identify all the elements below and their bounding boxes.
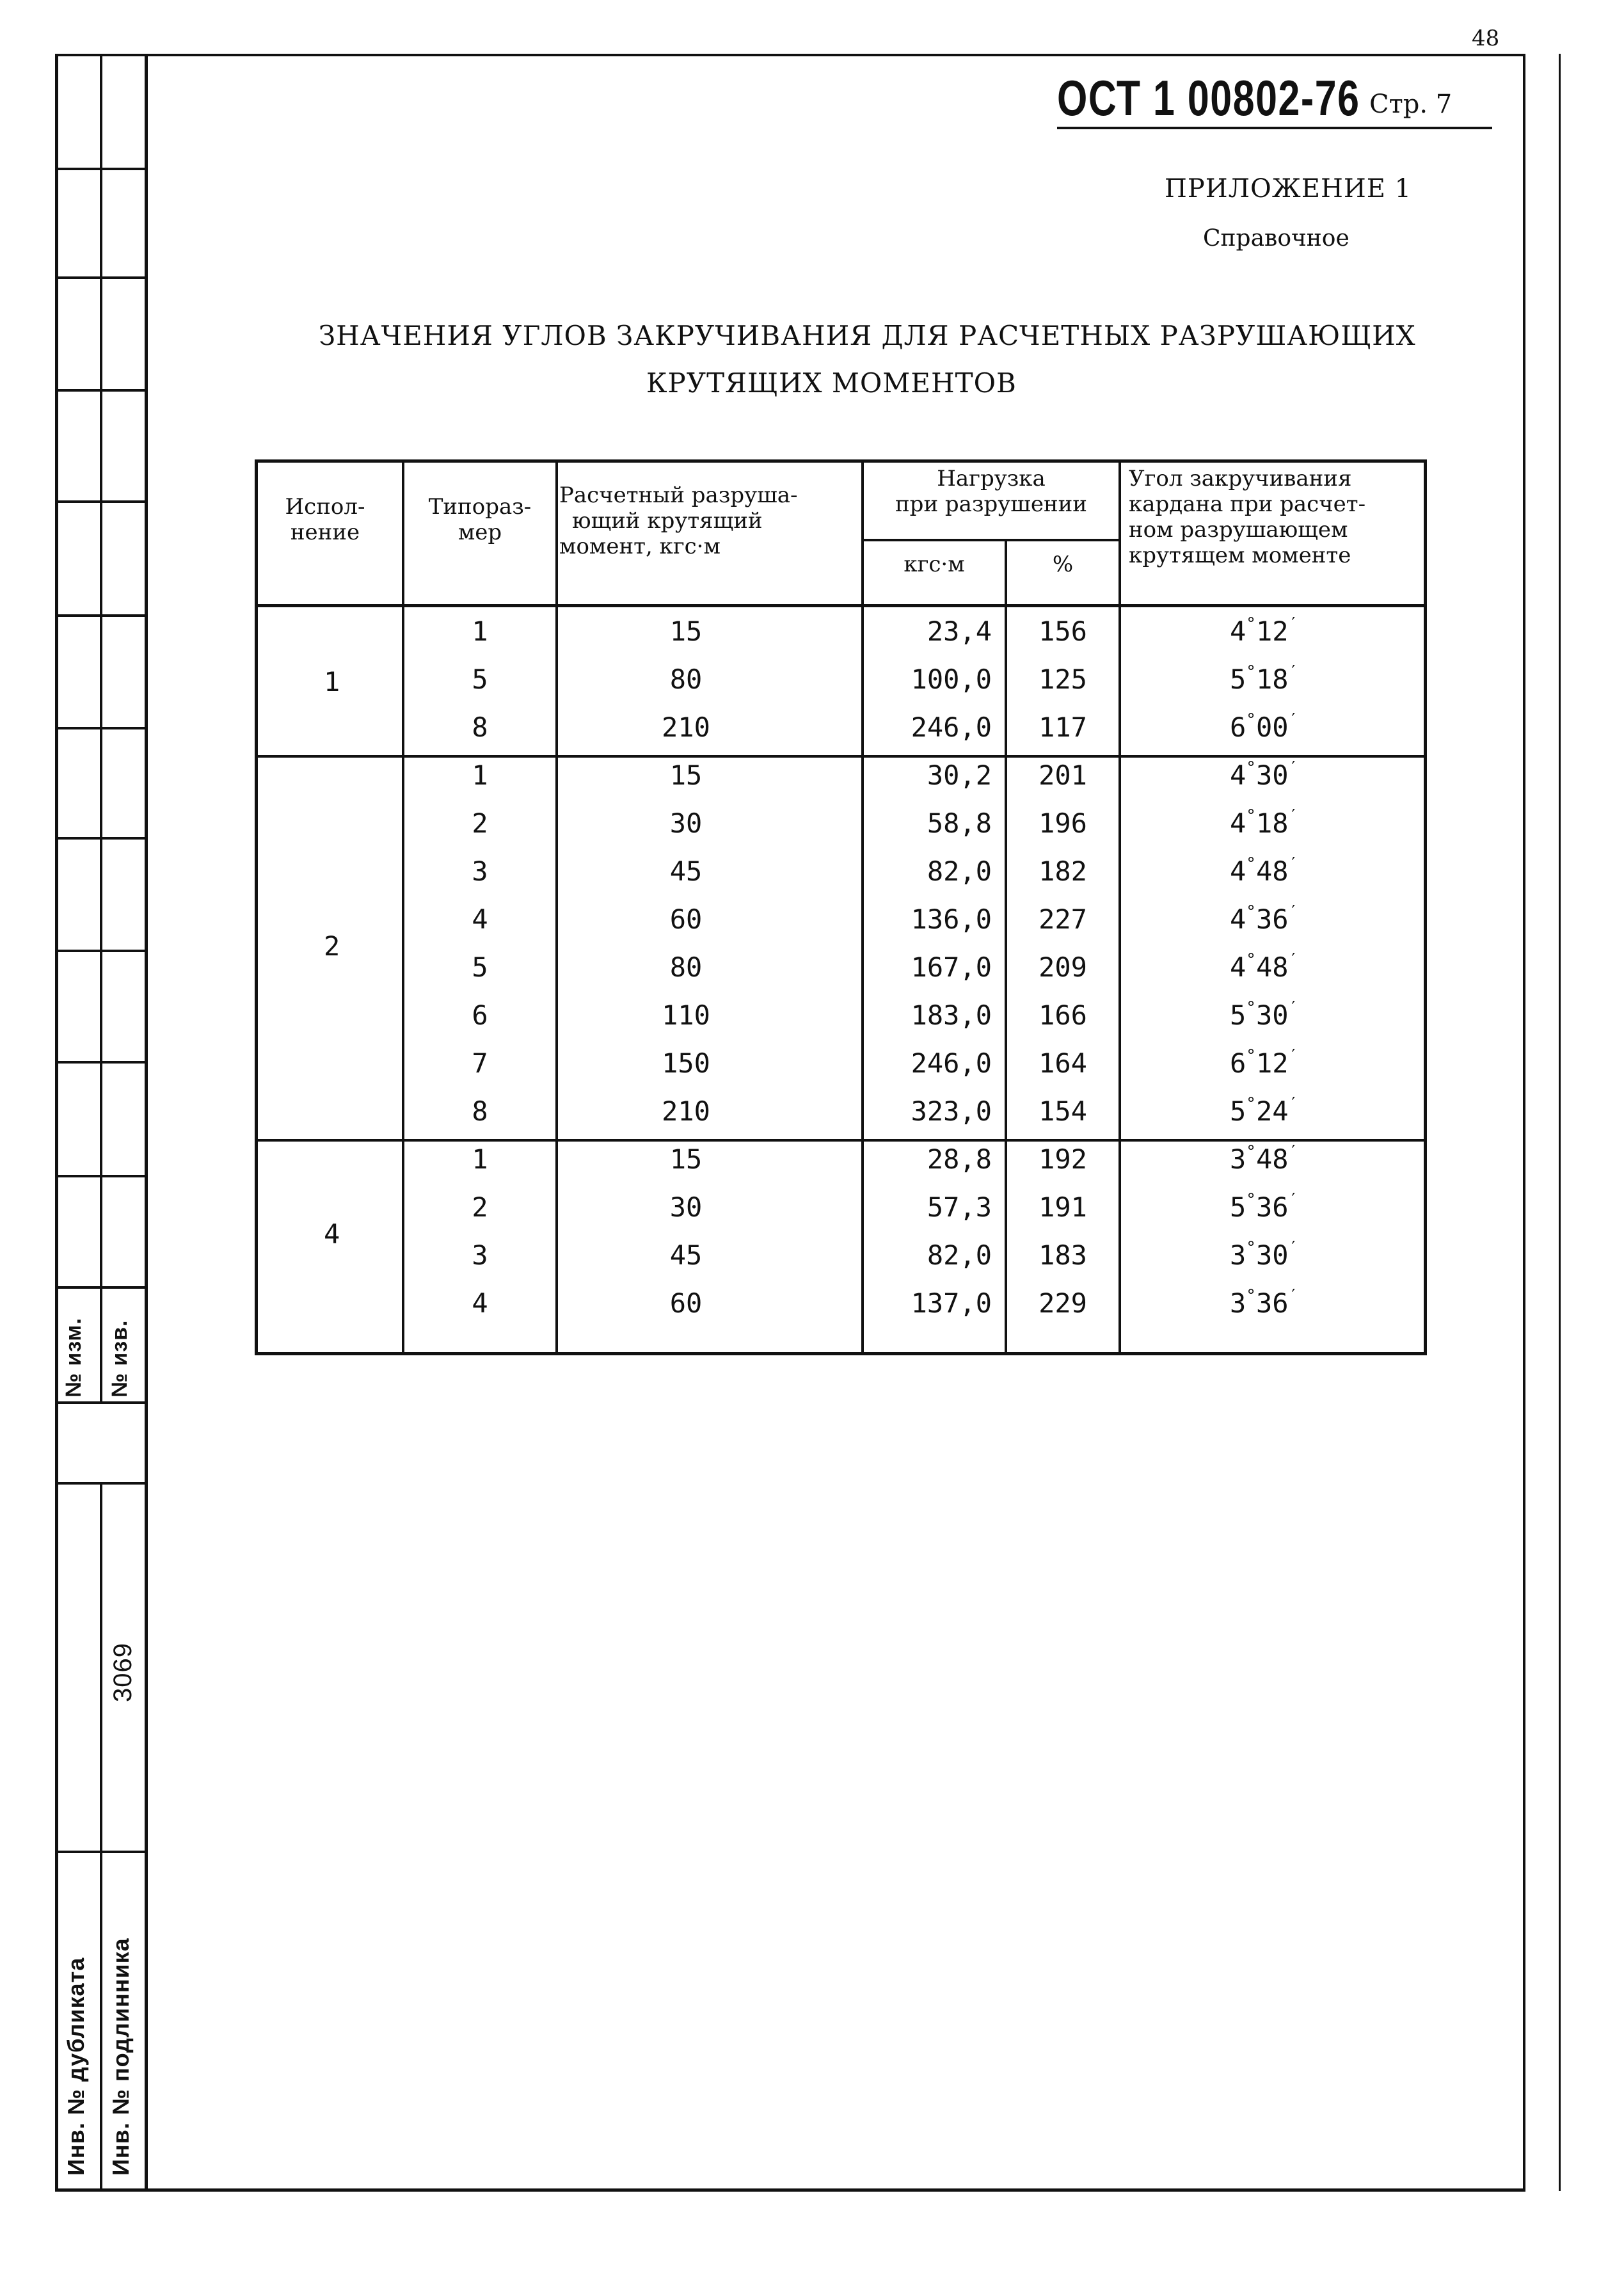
angle-minutes: 48 bbox=[1255, 856, 1289, 887]
data-table bbox=[255, 459, 1427, 1355]
angle-minutes: 36 bbox=[1255, 1287, 1289, 1319]
page-number: 48 bbox=[1472, 26, 1500, 51]
angle-degrees: 4 bbox=[1230, 616, 1246, 647]
header-torque-line: Расчетный разруша- bbox=[559, 482, 798, 508]
cell-angle bbox=[1230, 854, 1298, 887]
cell-angle bbox=[1230, 1142, 1298, 1175]
degree-sign: ° bbox=[1246, 614, 1256, 633]
cell-torque: 110 bbox=[662, 1000, 710, 1031]
minute-sign: ′ bbox=[1288, 1094, 1299, 1113]
cell-torque: 45 bbox=[669, 856, 703, 887]
angle-degrees: 4 bbox=[1230, 808, 1246, 839]
cell-pct: 192 bbox=[1039, 1143, 1087, 1175]
degree-sign: ° bbox=[1246, 950, 1256, 969]
cell-torque: 15 bbox=[669, 1143, 703, 1175]
angle-minutes: 24 bbox=[1255, 1096, 1289, 1127]
minute-sign: ′ bbox=[1288, 1190, 1299, 1209]
cell-size: 5 bbox=[472, 952, 488, 983]
table-col-line bbox=[1005, 539, 1007, 1355]
header-version-line: нение bbox=[290, 520, 360, 545]
strip-divider bbox=[55, 276, 146, 279]
header-angle-line: крутящем моменте bbox=[1129, 543, 1351, 568]
degree-sign: ° bbox=[1246, 806, 1256, 825]
minute-sign: ′ bbox=[1288, 1286, 1299, 1305]
header-load-pct: % bbox=[1052, 552, 1074, 577]
cell-size: 6 bbox=[472, 1000, 488, 1031]
strip-divider bbox=[55, 837, 146, 840]
strip-divider bbox=[55, 1851, 146, 1853]
strip-divider bbox=[55, 1061, 146, 1064]
angle-degrees: 5 bbox=[1230, 1191, 1246, 1223]
header-size-line: мер bbox=[458, 520, 502, 545]
margin-line-right bbox=[1559, 54, 1561, 2191]
cell-torque: 80 bbox=[669, 664, 703, 695]
cell-pct: 196 bbox=[1039, 808, 1087, 839]
cell-load: 82,0 bbox=[927, 1239, 992, 1271]
angle-minutes: 18 bbox=[1255, 808, 1289, 839]
minute-sign: ′ bbox=[1288, 614, 1299, 633]
cell-pct: 125 bbox=[1039, 664, 1087, 695]
cell-pct: 183 bbox=[1039, 1239, 1087, 1271]
frame-left-inner bbox=[145, 54, 148, 2191]
cell-load: 167,0 bbox=[911, 952, 992, 983]
cell-pct: 209 bbox=[1039, 952, 1087, 983]
cell-version: 1 bbox=[324, 666, 340, 697]
table-border-left bbox=[255, 459, 258, 1355]
cell-size: 2 bbox=[472, 1191, 488, 1223]
angle-degrees: 5 bbox=[1230, 1096, 1246, 1127]
cell-angle bbox=[1230, 1046, 1298, 1079]
angle-degrees: 3 bbox=[1230, 1143, 1246, 1175]
angle-degrees: 5 bbox=[1230, 664, 1246, 695]
angle-minutes: 12 bbox=[1255, 616, 1289, 647]
page-label: Стр. 7 bbox=[1369, 90, 1453, 119]
angle-minutes: 30 bbox=[1255, 1000, 1289, 1031]
strip-middle-lower bbox=[100, 1485, 102, 2188]
cell-load: 183,0 bbox=[911, 1000, 992, 1031]
strip-divider bbox=[55, 950, 146, 952]
cell-load: 246,0 bbox=[911, 712, 992, 743]
cell-size: 8 bbox=[472, 1096, 488, 1127]
cell-angle bbox=[1230, 902, 1298, 935]
cell-version: 4 bbox=[324, 1218, 340, 1250]
table-border-right bbox=[1424, 459, 1427, 1355]
inv-original-label: Инв. № подлинника bbox=[107, 1938, 134, 2176]
cell-load: 100,0 bbox=[911, 664, 992, 695]
group-divider bbox=[255, 755, 1427, 758]
strip-divider bbox=[55, 168, 146, 170]
angle-degrees: 3 bbox=[1230, 1239, 1246, 1271]
strip-divider bbox=[55, 614, 146, 617]
angle-minutes: 48 bbox=[1255, 1143, 1289, 1175]
angle-minutes: 36 bbox=[1255, 1191, 1289, 1223]
degree-sign: ° bbox=[1246, 662, 1256, 681]
degree-sign: ° bbox=[1246, 710, 1256, 729]
document-title-line1: ЗНАЧЕНИЯ УГЛОВ ЗАКРУЧИВАНИЯ ДЛЯ РАСЧЕТНЫХ РАЗРУШАЮЩИХ bbox=[319, 320, 1416, 351]
degree-sign: ° bbox=[1246, 1094, 1256, 1113]
cell-pct: 227 bbox=[1039, 904, 1087, 935]
cell-load: 136,0 bbox=[911, 904, 992, 935]
group-divider bbox=[255, 1139, 1427, 1142]
header-torque-line: ющий крутящий bbox=[572, 508, 763, 534]
header-load-kgs: кгс·м bbox=[904, 552, 965, 577]
cell-size: 2 bbox=[472, 808, 488, 839]
strip-divider bbox=[55, 1401, 146, 1404]
cell-torque: 45 bbox=[669, 1239, 703, 1271]
cell-size: 4 bbox=[472, 904, 488, 935]
cell-angle bbox=[1230, 1190, 1298, 1223]
cell-angle bbox=[1230, 1238, 1298, 1271]
header-load-line: Нагрузка bbox=[937, 466, 1046, 491]
cell-torque: 15 bbox=[669, 616, 703, 647]
minute-sign: ′ bbox=[1288, 710, 1299, 729]
cell-size: 3 bbox=[472, 1239, 488, 1271]
strip-divider bbox=[55, 727, 146, 729]
cell-torque: 210 bbox=[662, 712, 710, 743]
minute-sign: ′ bbox=[1288, 758, 1299, 777]
degree-sign: ° bbox=[1246, 1046, 1256, 1065]
degree-sign: ° bbox=[1246, 758, 1256, 777]
angle-degrees: 6 bbox=[1230, 712, 1246, 743]
degree-sign: ° bbox=[1246, 854, 1256, 873]
cell-load: 137,0 bbox=[911, 1287, 992, 1319]
original-number: 3069 bbox=[109, 1643, 137, 1702]
angle-degrees: 4 bbox=[1230, 904, 1246, 935]
cell-load: 323,0 bbox=[911, 1096, 992, 1127]
cell-pct: 156 bbox=[1039, 616, 1087, 647]
table-border-bottom bbox=[255, 1352, 1427, 1355]
table-border-top bbox=[255, 459, 1427, 463]
degree-sign: ° bbox=[1246, 998, 1256, 1017]
cell-pct: 164 bbox=[1039, 1048, 1087, 1079]
strip-divider bbox=[55, 389, 146, 392]
frame-top bbox=[55, 54, 1525, 56]
angle-degrees: 6 bbox=[1230, 1048, 1246, 1079]
frame-right bbox=[1523, 54, 1525, 2191]
cell-pct: 191 bbox=[1039, 1191, 1087, 1223]
degree-sign: ° bbox=[1246, 1190, 1256, 1209]
cell-version: 2 bbox=[324, 930, 340, 962]
cell-size: 5 bbox=[472, 664, 488, 695]
angle-minutes: 30 bbox=[1255, 1239, 1289, 1271]
cell-torque: 150 bbox=[662, 1048, 710, 1079]
cell-pct: 117 bbox=[1039, 712, 1087, 743]
cell-torque: 15 bbox=[669, 760, 703, 791]
angle-minutes: 48 bbox=[1255, 952, 1289, 983]
cell-pct: 201 bbox=[1039, 760, 1087, 791]
cell-pct: 166 bbox=[1039, 1000, 1087, 1031]
frame-left-outer bbox=[55, 54, 58, 2191]
cell-angle bbox=[1230, 710, 1298, 743]
strip-divider bbox=[55, 1482, 146, 1485]
header-load bbox=[864, 466, 1118, 517]
cell-angle bbox=[1230, 758, 1298, 791]
notice-number-label: № изв. bbox=[107, 1319, 132, 1398]
header-angle-line: Угол закручивания bbox=[1129, 466, 1352, 491]
minute-sign: ′ bbox=[1288, 1046, 1299, 1065]
appendix-note: Справочное bbox=[1203, 225, 1349, 251]
cell-torque: 210 bbox=[662, 1096, 710, 1127]
degree-sign: ° bbox=[1246, 1286, 1256, 1305]
header-angle bbox=[1129, 466, 1423, 568]
cell-load: 82,0 bbox=[927, 856, 992, 887]
header-version-line: Испол- bbox=[285, 494, 365, 520]
cell-torque: 80 bbox=[669, 952, 703, 983]
degree-sign: ° bbox=[1246, 902, 1256, 921]
cell-torque: 30 bbox=[669, 1191, 703, 1223]
cell-load: 58,8 bbox=[927, 808, 992, 839]
cell-size: 3 bbox=[472, 856, 488, 887]
minute-sign: ′ bbox=[1288, 950, 1299, 969]
cell-load: 57,3 bbox=[927, 1191, 992, 1223]
cell-angle bbox=[1230, 662, 1298, 695]
cell-torque: 30 bbox=[669, 808, 703, 839]
cell-angle bbox=[1230, 1094, 1298, 1127]
cell-pct: 154 bbox=[1039, 1096, 1087, 1127]
cell-angle bbox=[1230, 950, 1298, 983]
minute-sign: ′ bbox=[1288, 854, 1299, 873]
cell-load: 23,4 bbox=[927, 616, 992, 647]
table-header-bottom bbox=[255, 604, 1427, 607]
header-size-line: Типораз- bbox=[428, 494, 532, 520]
header-torque bbox=[559, 482, 860, 559]
angle-minutes: 36 bbox=[1255, 904, 1289, 935]
table-col-line bbox=[1118, 459, 1121, 1355]
appendix-title: ПРИЛОЖЕНИЕ 1 bbox=[1165, 174, 1412, 203]
frame-bottom bbox=[55, 2188, 1525, 2192]
header-size bbox=[404, 494, 555, 545]
degree-sign: ° bbox=[1246, 1142, 1256, 1161]
cell-size: 1 bbox=[472, 616, 488, 647]
minute-sign: ′ bbox=[1288, 1238, 1299, 1257]
angle-degrees: 5 bbox=[1230, 1000, 1246, 1031]
angle-minutes: 00 bbox=[1255, 712, 1289, 743]
cell-load: 28,8 bbox=[927, 1143, 992, 1175]
document-code: ОСТ 1 00802-76 bbox=[1057, 70, 1360, 126]
cell-size: 8 bbox=[472, 712, 488, 743]
cell-angle bbox=[1230, 614, 1298, 647]
angle-degrees: 4 bbox=[1230, 760, 1246, 791]
document-code-underline bbox=[1057, 127, 1492, 129]
cell-angle bbox=[1230, 806, 1298, 839]
header-angle-line: ном разрушающем bbox=[1129, 517, 1348, 543]
cell-load: 246,0 bbox=[911, 1048, 992, 1079]
angle-minutes: 12 bbox=[1255, 1048, 1289, 1079]
minute-sign: ′ bbox=[1288, 806, 1299, 825]
minute-sign: ′ bbox=[1288, 1142, 1299, 1161]
strip-divider bbox=[55, 1175, 146, 1177]
strip-divider bbox=[55, 1286, 146, 1289]
cell-load: 30,2 bbox=[927, 760, 992, 791]
degree-sign: ° bbox=[1246, 1238, 1256, 1257]
header-version bbox=[261, 494, 389, 545]
minute-sign: ′ bbox=[1288, 662, 1299, 681]
cell-size: 4 bbox=[472, 1287, 488, 1319]
cell-size: 1 bbox=[472, 1143, 488, 1175]
cell-torque: 60 bbox=[669, 1287, 703, 1319]
minute-sign: ′ bbox=[1288, 902, 1299, 921]
change-number-label: № изм. bbox=[61, 1318, 86, 1398]
angle-minutes: 18 bbox=[1255, 664, 1289, 695]
angle-degrees: 4 bbox=[1230, 856, 1246, 887]
inv-duplicate-label: Инв. № дубликата bbox=[63, 1957, 89, 2176]
cell-torque: 60 bbox=[669, 904, 703, 935]
cell-angle bbox=[1230, 1286, 1298, 1319]
cell-pct: 229 bbox=[1039, 1287, 1087, 1319]
header-load-line: при разрушении bbox=[895, 491, 1087, 517]
cell-size: 7 bbox=[472, 1048, 488, 1079]
cell-size: 1 bbox=[472, 760, 488, 791]
cell-angle bbox=[1230, 998, 1298, 1031]
header-torque-line: момент, кгс·м bbox=[559, 534, 720, 559]
angle-degrees: 3 bbox=[1230, 1287, 1246, 1319]
document-title-line2: КРУТЯЩИХ МОМЕНТОВ bbox=[646, 367, 1017, 399]
angle-minutes: 30 bbox=[1255, 760, 1289, 791]
cell-pct: 182 bbox=[1039, 856, 1087, 887]
angle-degrees: 4 bbox=[1230, 952, 1246, 983]
load-subheader-line bbox=[861, 539, 1120, 541]
minute-sign: ′ bbox=[1288, 998, 1299, 1017]
header-angle-line: кардана при расчет- bbox=[1129, 491, 1366, 517]
strip-divider bbox=[55, 500, 146, 503]
